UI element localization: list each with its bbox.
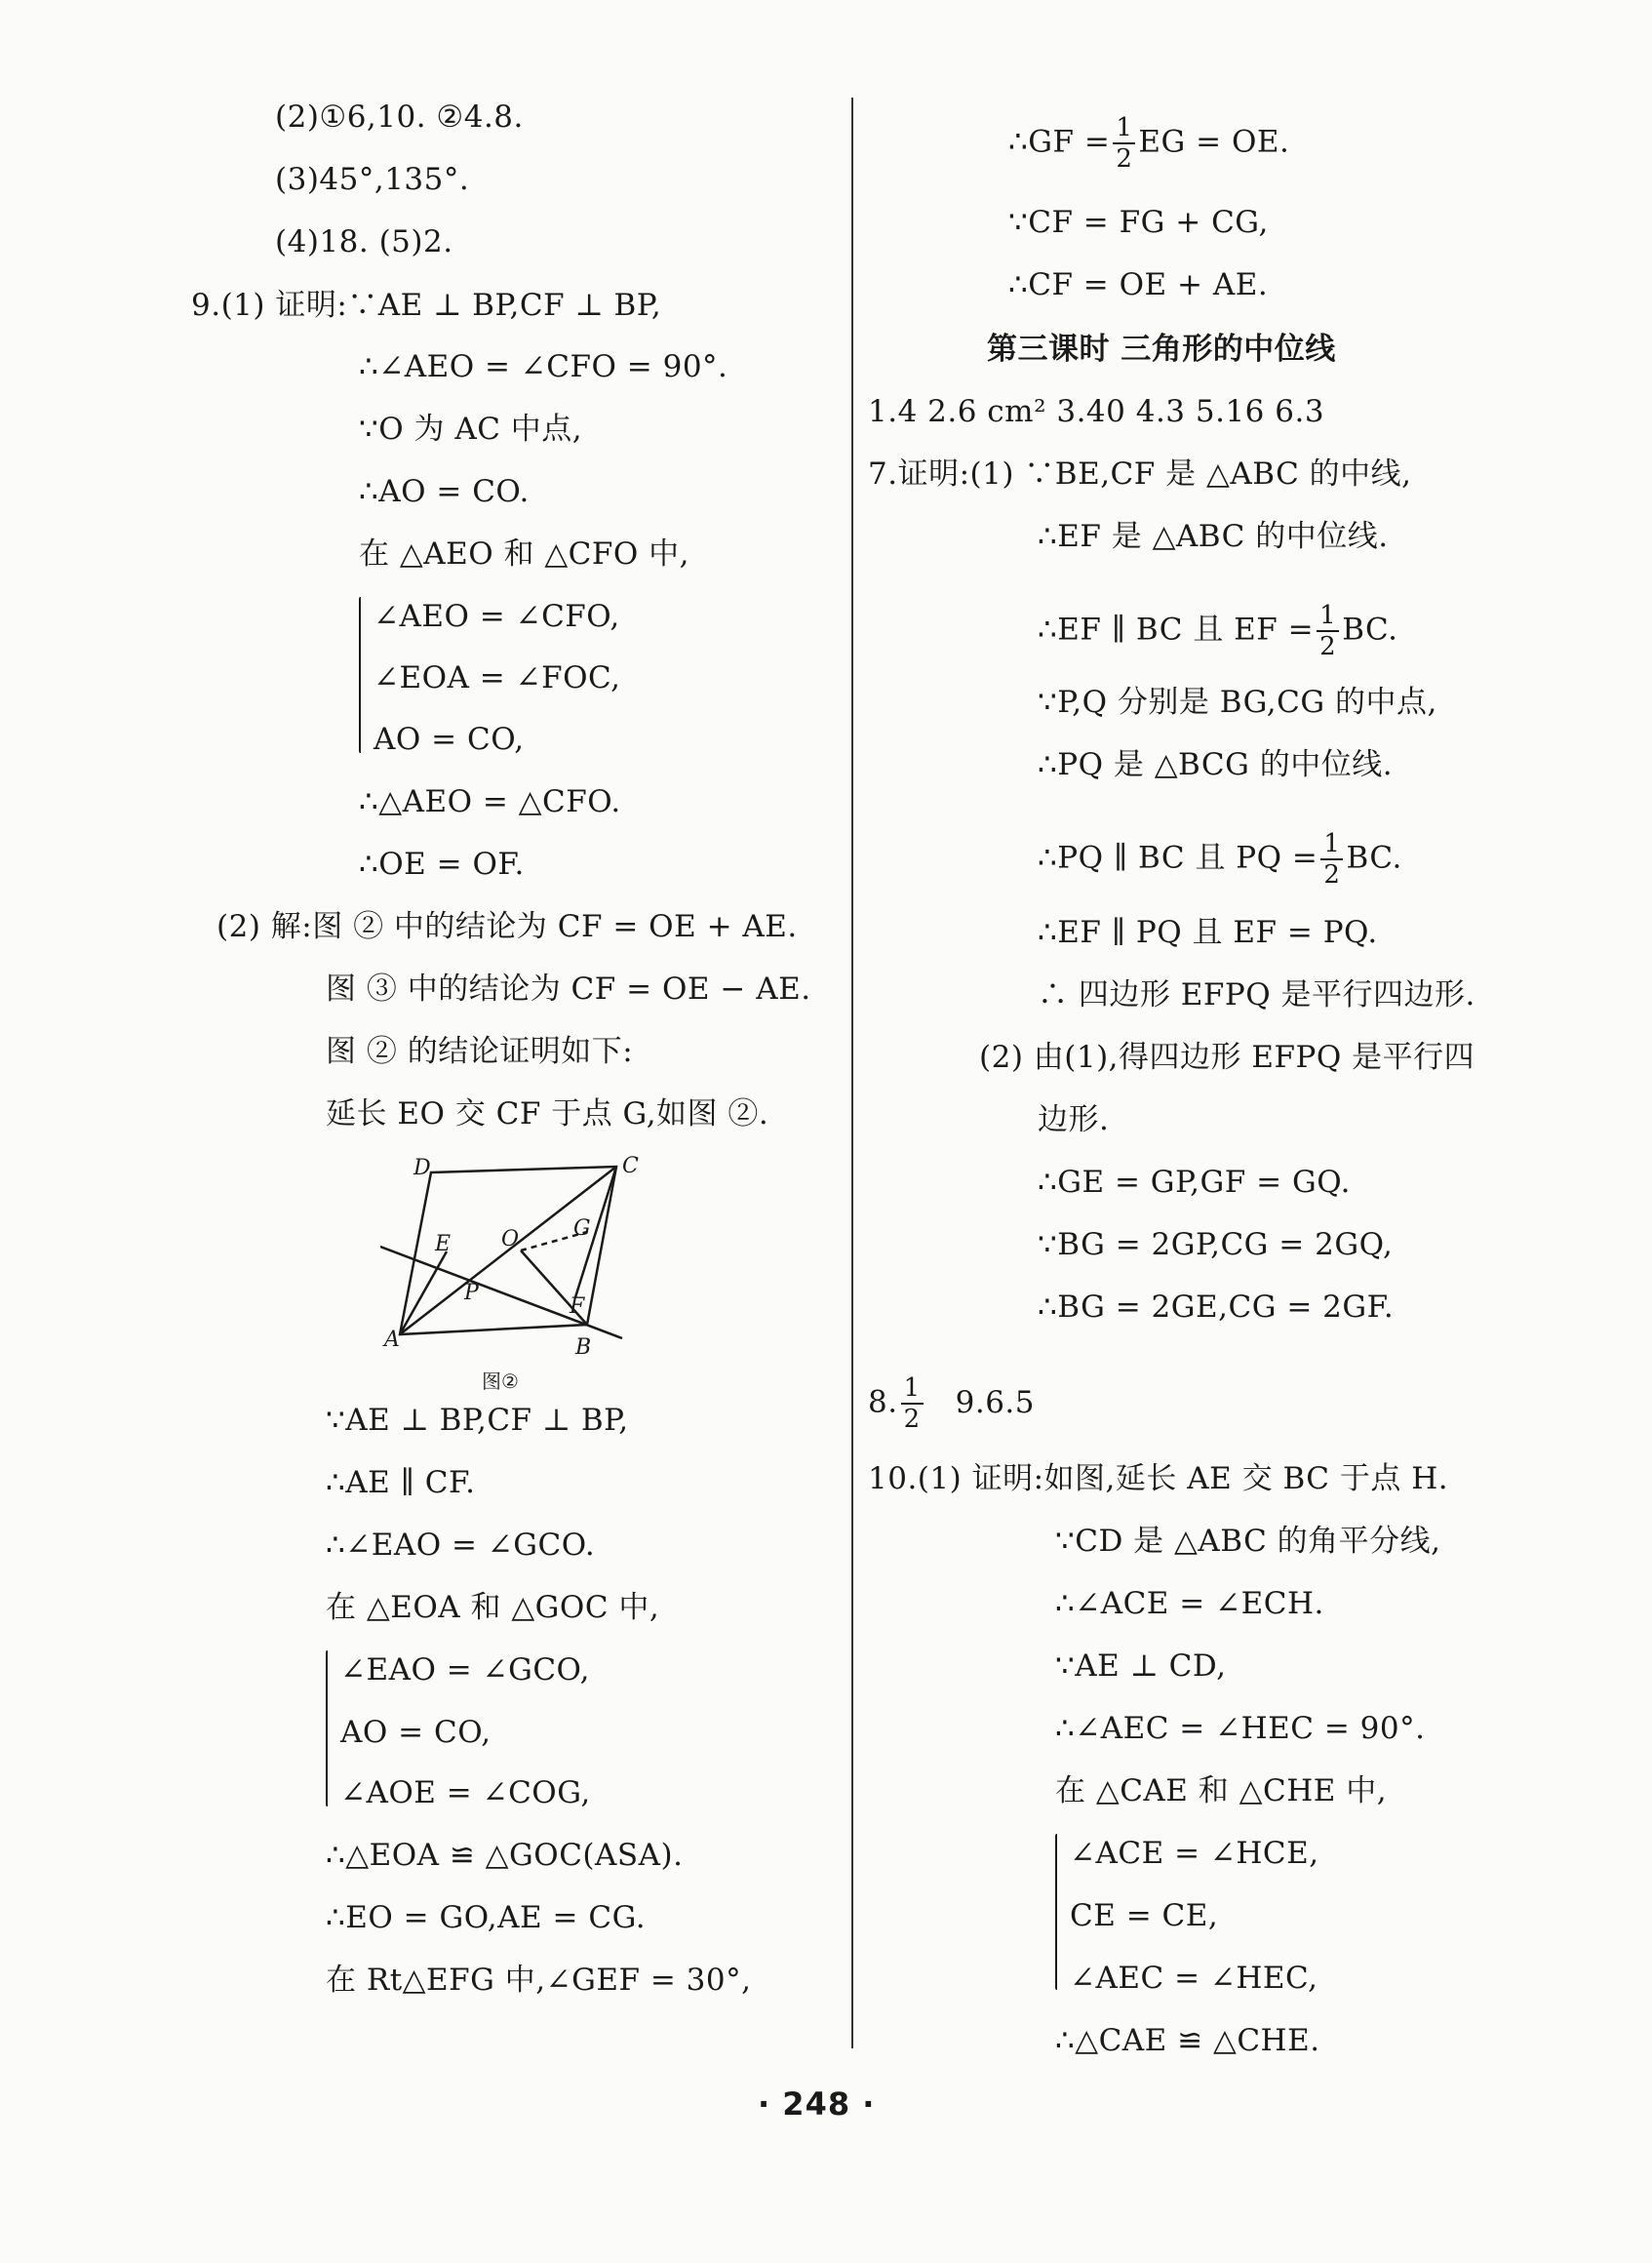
page-number: · 248 · [758,2085,876,2123]
left-line: (2)①6,10. ②4.8. [275,99,524,135]
right-line: ∴GE = GP,GF = GQ. [1038,1165,1351,1200]
right-line: ∴EF ∥ BC 且 EF = $\frac{1}{2}$ BC. [1038,601,1398,661]
left-line: (2) 解:图 ② 中的结论为 CF = OE + AE. [216,909,798,944]
left-line: ∠EAO = ∠GCO, [340,1652,590,1687]
right-line: ∵P,Q 分别是 BG,CG 的中点, [1038,685,1437,720]
right-line: 在 △CAE 和 △CHE 中, [1055,1773,1388,1808]
right-line: ∠AEC = ∠HEC, [1070,1961,1318,1996]
left-line: ∠AOE = ∠COG, [340,1775,591,1810]
point-label-f: F [570,1294,585,1319]
left-line: ∴EO = GO,AE = CG. [326,1900,647,1935]
right-line: ∠ACE = ∠HCE, [1070,1836,1319,1871]
answers-line: 8. $\frac{1}{2}$ 9.6.5 [868,1373,1036,1434]
right-line: ∴∠AEC = ∠HEC = 90°. [1055,1711,1426,1746]
left-line: ∴∠AEO = ∠CFO = 90°. [359,349,728,384]
left-line: ∵O 为 AC 中点, [359,412,583,447]
system-brace [359,597,361,753]
section-heading: 第三课时 三角形的中位线 [987,332,1336,367]
left-line: 在 △AEO 和 △CFO 中, [359,536,690,572]
left-line: ∴∠EAO = ∠GCO. [326,1528,596,1563]
left-line: (3)45°,135°. [275,162,470,197]
left-line: ∠AEO = ∠CFO, [374,599,620,634]
left-line: 图 ③ 中的结论为 CF = OE − AE. [326,972,811,1007]
right-line: ∴EF ∥ PQ 且 EF = PQ. [1038,915,1378,950]
vertex-label-b: B [575,1335,592,1360]
left-line: 9.(1) 证明:∵AE ⊥ BP,CF ⊥ BP, [191,288,662,323]
left-line: 图 ② 的结论证明如下: [326,1034,634,1069]
left-line: ∴△EOA ≌ △GOC(ASA). [326,1838,684,1873]
left-line: AO = CO, [340,1715,492,1750]
right-line: ∵CD 是 △ABC 的角平分线, [1055,1524,1441,1559]
fraction: $\frac{1}{2}$ [1317,601,1339,661]
right-line: ∵BG = 2GP,CG = 2GQ, [1038,1227,1394,1262]
figure-caption: 图② [482,1370,519,1393]
fraction: $\frac{1}{2}$ [1320,829,1343,890]
right-line: ∴EF 是 △ABC 的中位线. [1038,519,1389,554]
vertex-label-a: A [384,1328,400,1352]
right-line: CE = CE, [1070,1898,1219,1933]
left-line: ∴△AEO = △CFO. [359,784,621,819]
left-line: 在 △EOA 和 △GOC 中, [326,1590,660,1625]
fraction: $\frac{1}{2}$ [1113,113,1135,174]
point-label-g: G [573,1216,591,1241]
geometry-figure [380,1151,644,1395]
right-line: ∴CF = OE + AE. [1008,267,1269,302]
right-line: 边形. [1038,1102,1110,1137]
fraction: $\frac{1}{2}$ [901,1373,924,1434]
right-line: ∴△CAE ≌ △CHE. [1055,2023,1320,2058]
right-line: ∴GF = $\frac{1}{2}$ EG = OE. [1008,113,1290,174]
left-line: AO = CO, [374,722,525,757]
right-line: ∵AE ⊥ CD, [1055,1648,1227,1684]
point-label-p: P [464,1281,479,1305]
right-line: ∴ 四边形 EFPQ 是平行四边形. [1038,977,1475,1012]
left-line: 在 Rt△EFG 中,∠GEF = 30°, [326,1963,752,1998]
left-line: ∴AO = CO. [359,474,530,509]
right-line: ∴PQ 是 △BCG 的中位线. [1038,747,1394,782]
right-line: ∴BG = 2GE,CG = 2GF. [1038,1290,1395,1325]
right-line: 7.证明:(1) ∵BE,CF 是 △ABC 的中线, [868,457,1412,492]
left-line: 延长 EO 交 CF 于点 G,如图 ②. [326,1096,769,1132]
right-line: ∴∠ACE = ∠ECH. [1055,1586,1324,1621]
right-line: (2) 由(1),得四边形 EFPQ 是平行四 [979,1040,1475,1075]
point-label-o: O [501,1227,520,1251]
system-brace [326,1650,328,1806]
right-line: ∵CF = FG + CG, [1008,205,1269,240]
answers-line: 1.4 2.6 cm² 3.40 4.3 5.16 6.3 [868,394,1325,429]
vertex-label-c: C [622,1154,639,1178]
system-brace [1055,1834,1057,1990]
point-label-e: E [435,1232,452,1256]
left-line: ∵AE ⊥ BP,CF ⊥ BP, [326,1403,629,1438]
right-line: 10.(1) 证明:如图,延长 AE 交 BC 于点 H. [868,1461,1449,1496]
left-line: (4)18. (5)2. [275,224,453,259]
left-line: ∴AE ∥ CF. [326,1465,476,1500]
right-line: ∴PQ ∥ BC 且 PQ = $\frac{1}{2}$ BC. [1038,829,1402,890]
left-line: ∴OE = OF. [359,847,525,882]
vertex-label-d: D [413,1156,431,1180]
column-divider [851,98,853,2048]
left-line: ∠EOA = ∠FOC, [374,660,621,695]
